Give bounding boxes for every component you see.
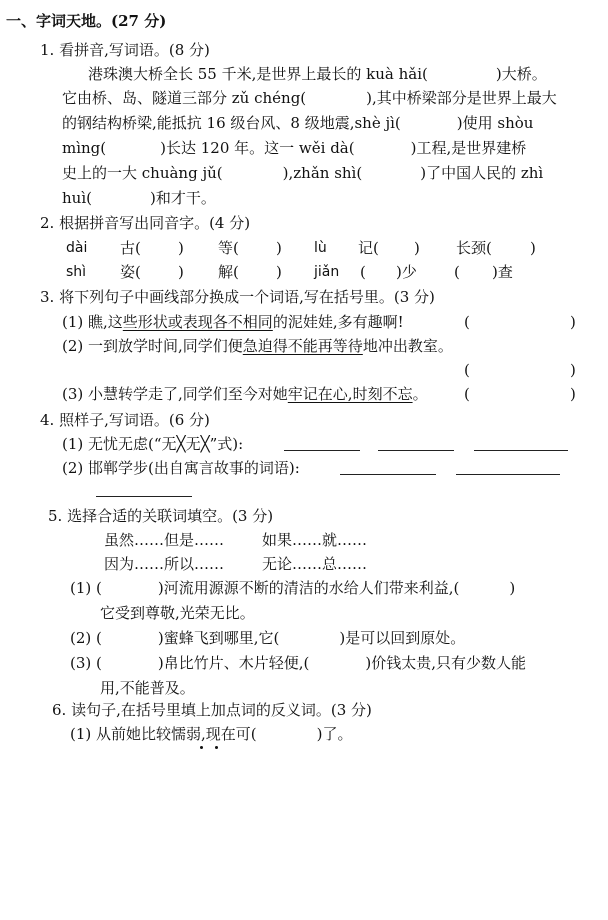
q2-gu: 古( — [120, 239, 141, 257]
q3-item3 — [62, 384, 428, 404]
q1-line1 — [88, 64, 547, 84]
q3-item1-text-a: (1) 瞧,这 — [62, 313, 123, 331]
q3-item2-text-b: 地冲出教室。 — [362, 337, 453, 355]
q4-item1-answer-line-3[interactable] — [474, 450, 568, 451]
q2-pinyin-lu: lù — [314, 240, 327, 256]
q2-ji-close: ) — [414, 239, 420, 257]
q2-pinyin-shi: shì — [66, 264, 87, 280]
q1-line1-text: 港珠澳大桥全长 55 千米,是世界上最长的 kuà hǎi( — [88, 65, 428, 83]
q2-pinyin-dai: dài — [66, 240, 88, 256]
q1-line3-text-a: 的钢结构桥梁,能抵抗 16 级台风、8 级地震,shè jì( — [62, 114, 401, 132]
q3-item2-paren-close: ) — [570, 361, 576, 379]
q6-item1 — [70, 724, 353, 744]
emphasis-dot — [215, 746, 218, 749]
q1-line4-text-b: )长达 120 年。这一 wěi dà( — [160, 139, 355, 157]
q1-line5-text-b: ),zhǎn shì( — [282, 164, 363, 182]
q5-item3-text-b: )帛比竹片、木片轻便,( — [157, 654, 310, 672]
q5-option-3: 因为……所以…… — [104, 555, 225, 573]
q3-item1-paren-open: ( — [464, 313, 470, 331]
q5-item1-cont: 它受到尊敬,光荣无比。 — [100, 604, 255, 622]
q1-line5-text-c: )了中国人民的 zhì — [420, 164, 544, 182]
q1-line1-end: )大桥。 — [495, 65, 547, 83]
q2-zi-close: ) — [178, 263, 184, 281]
q3-item3-paren-close: ) — [570, 385, 576, 403]
q5-option-4: 无论……总…… — [262, 555, 368, 573]
q1-line3 — [62, 113, 533, 133]
q5-item2-text-c: )是可以回到原处。 — [339, 629, 466, 647]
q5-item3-text-a: (3) ( — [70, 654, 102, 672]
q3-item1 — [62, 312, 404, 332]
q2-gu-close: ) — [178, 239, 184, 257]
q2-shao: )少 — [396, 263, 417, 281]
q5-item1-text-a: (1) ( — [70, 579, 102, 597]
section-heading: 一、字词天地。(27 分) — [6, 12, 167, 30]
q3-item3-text-a: (3) 小慧转学走了,同学们至今对她 — [62, 385, 288, 403]
q1-line2-text-a: 它由桥、岛、隧道三部分 zǔ chéng( — [62, 89, 307, 107]
q1-line6-text-a: huì( — [62, 189, 92, 207]
q6-item1-text-b: )了。 — [316, 725, 353, 743]
q3-title: 3. 将下列句子中画线部分换成一个词语,写在括号里。(3 分) — [40, 288, 435, 306]
q3-item2-paren-open: ( — [464, 361, 470, 379]
q5-title: 5. 选择合适的关联词填空。(3 分) — [48, 507, 274, 525]
emphasis-dot — [200, 746, 203, 749]
q4-item1-answer-line-1[interactable] — [284, 450, 360, 451]
q3-item1-paren-close: ) — [570, 313, 576, 331]
q2-title: 2. 根据拼音写出同音字。(4 分) — [40, 214, 251, 232]
q4-item2-answer-line-2[interactable] — [456, 474, 560, 475]
q4-item2-answer-line-1[interactable] — [340, 474, 436, 475]
q2-deng: 等( — [218, 239, 239, 257]
q5-item1-text-b: )河流用源源不断的清洁的水给人们带来利益,( — [157, 579, 460, 597]
q3-item2 — [62, 336, 453, 356]
q1-line2-text-b: ),其中桥梁部分是世界上最大 — [366, 89, 557, 107]
q1-line3-text-b: )使用 shòu — [456, 114, 534, 132]
q2-cha-open: ( — [454, 263, 460, 281]
q1-line6 — [62, 188, 216, 208]
q2-zi: 姿( — [120, 263, 141, 281]
q4-item1: (1) 无忧无虑(“无╳无╳”式): — [62, 435, 244, 453]
q3-item2-text-a: (2) 一到放学时间,同学们便 — [62, 337, 243, 355]
q3-item1-underlined: 些形状或表现各不相同 — [122, 313, 273, 331]
q3-item1-text-b: 的泥娃娃,多有趣啊! — [272, 313, 404, 331]
q5-item2-text-b: )蜜蜂飞到哪里,它( — [157, 629, 280, 647]
q3-item3-underlined: 牢记在心,时刻不忘 — [287, 385, 413, 403]
q2-jie-close: ) — [276, 263, 282, 281]
q5-option-2: 如果……就…… — [262, 531, 368, 549]
q2-changjing-close: ) — [530, 239, 536, 257]
q5-item3-text-c: )价钱太贵,只有少数人能 — [365, 654, 526, 672]
q5-item2-text-a: (2) ( — [70, 629, 102, 647]
q1-line2 — [62, 88, 557, 108]
q2-deng-close: ) — [276, 239, 282, 257]
q5-item1 — [70, 578, 515, 598]
q2-jie: 解( — [218, 263, 239, 281]
q6-title: 6. 读句子,在括号里填上加点词的反义词。(3 分) — [52, 701, 372, 719]
q5-item1-text-c: ) — [509, 579, 516, 597]
q1-line5-text-a: 史上的一大 chuàng jǔ( — [62, 164, 223, 182]
q3-item2-underlined: 急迫得不能再等待 — [242, 337, 363, 355]
q1-line6-text-b: )和才干。 — [149, 189, 216, 207]
q4-item2-answer-line-3[interactable] — [96, 496, 192, 497]
q1-line5 — [62, 163, 543, 183]
q2-cha: )查 — [492, 263, 513, 281]
q1-title: 1. 看拼音,写词语。(8 分) — [40, 41, 210, 59]
q1-line4-text-c: )工程,是世界建桥 — [410, 139, 527, 157]
q2-pinyin-jian: jiǎn — [314, 264, 340, 280]
q5-item2 — [70, 628, 465, 648]
q2-changjing: 长颈( — [456, 239, 492, 257]
q5-item3-cont: 用,不能普及。 — [100, 679, 195, 697]
q6-item1-text-a: (1) 从前她比较懦弱,现在可( — [70, 725, 257, 743]
q2-ji: 记( — [358, 239, 379, 257]
q5-option-1: 虽然……但是…… — [104, 531, 225, 549]
q2-shao-open: ( — [360, 263, 366, 281]
q4-title: 4. 照样子,写词语。(6 分) — [40, 411, 210, 429]
q3-item3-paren-open: ( — [464, 385, 470, 403]
q5-item3 — [70, 653, 526, 673]
q3-item3-text-b: 。 — [412, 385, 428, 403]
q1-line4 — [62, 138, 526, 158]
q4-item2: (2) 邯郸学步(出自寓言故事的词语): — [62, 459, 300, 477]
q4-item1-answer-line-2[interactable] — [378, 450, 454, 451]
q1-line4-text-a: mìng( — [62, 139, 107, 157]
